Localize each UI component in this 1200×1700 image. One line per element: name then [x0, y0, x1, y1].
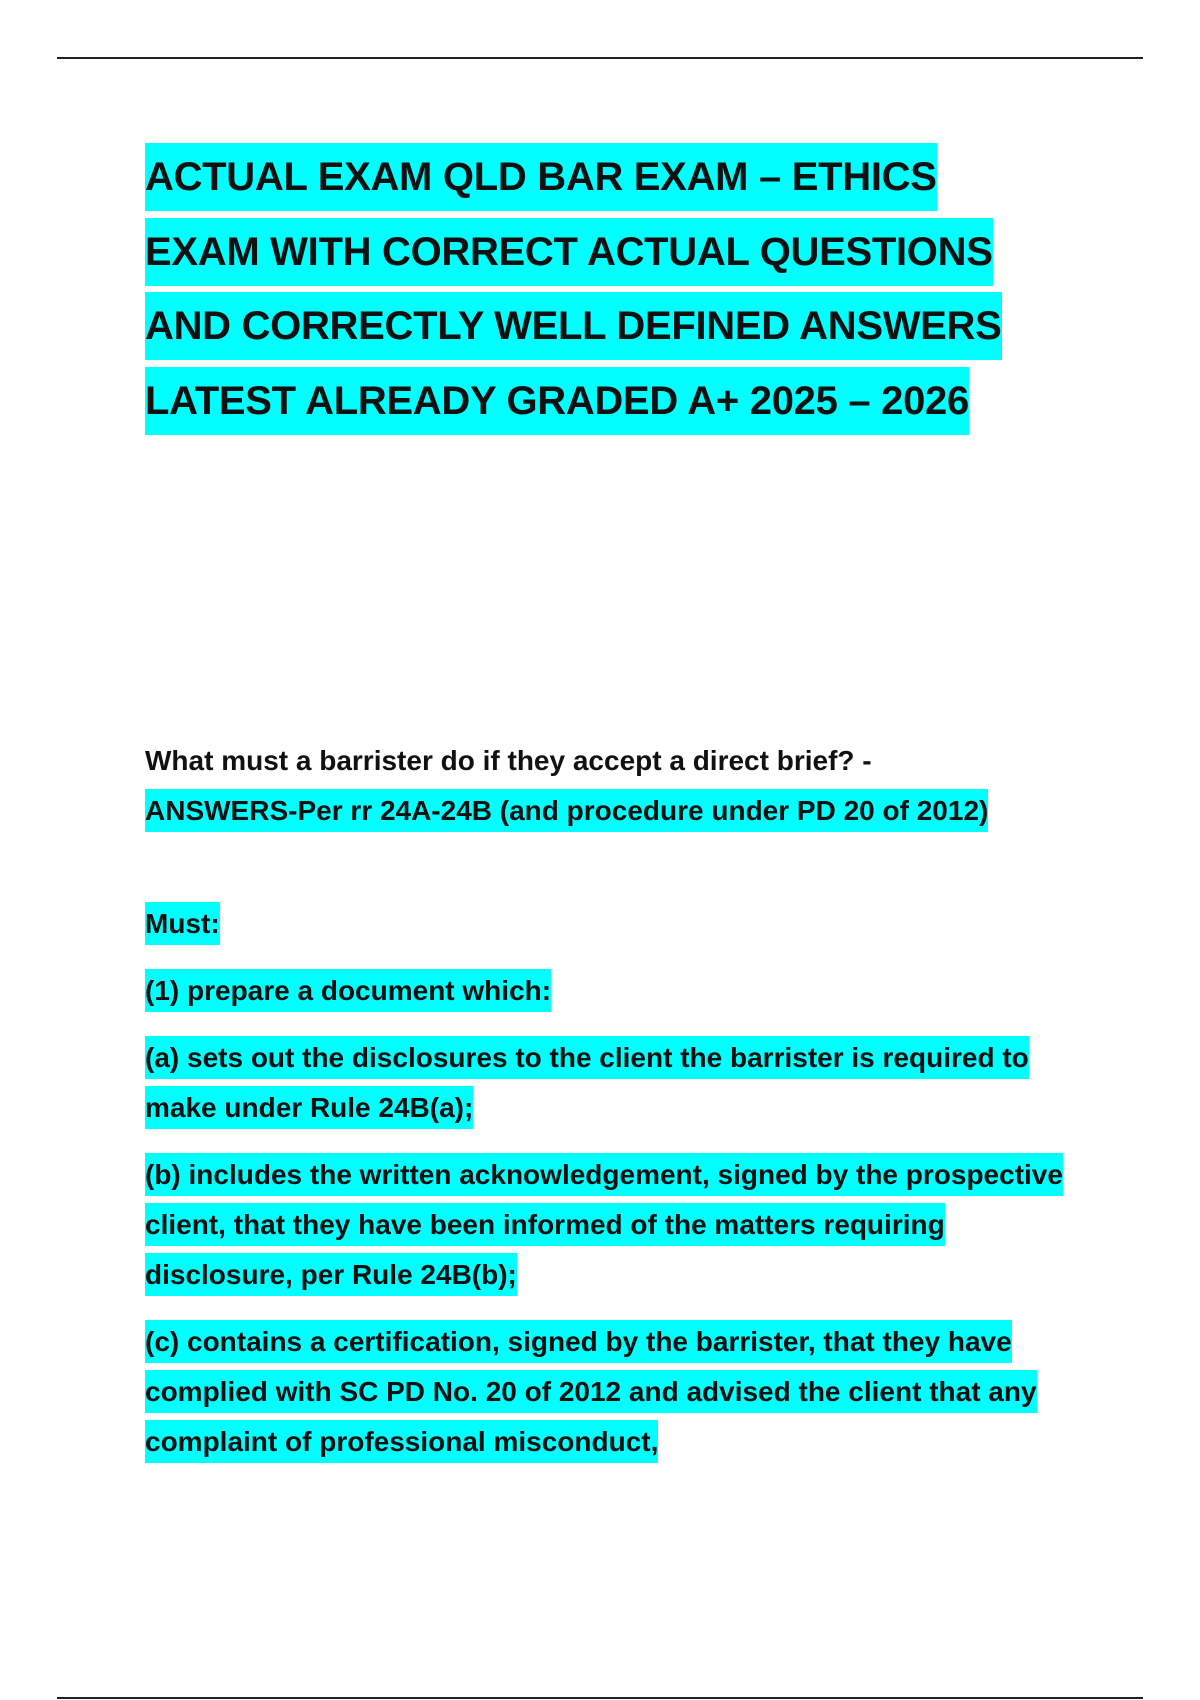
answer-intro: ANSWERS-Per rr 24A-24B (and procedure under PD 20 of 2012): [145, 786, 1065, 836]
answer-item-must: Must:: [145, 899, 1065, 949]
answer-item-1: (1) prepare a document which:: [145, 966, 1065, 1016]
spacer: [145, 836, 1065, 899]
top-rule: [57, 57, 1143, 59]
answer-item-c: (c) contains a certification, signed by the barrister, that they have complied with SC PD No. 20 of 2012 and advised the client that any complaint of professional misconduct,: [145, 1317, 1065, 1467]
answer-item-b: (b) includes the written acknowledgement, signed by the prospective client, that they have been informed of the matters requiring disclosure, per Rule 24B(b);: [145, 1150, 1065, 1300]
question-text: What must a barrister do if they accept a direct brief? -: [145, 745, 872, 776]
bottom-rule: [57, 1697, 1143, 1699]
question-answer-block: [145, 736, 1065, 1484]
document-title: [145, 140, 1045, 438]
answer-item-a: (a) sets out the disclosures to the client the barrister is required to make under Rule 24B(a);: [145, 1033, 1065, 1133]
title-text: ACTUAL EXAM QLD BAR EXAM – ETHICS EXAM WITH CORRECT ACTUAL QUESTIONS AND CORRECTLY WELL DEFINED ANSWERS LATEST ALREADY GRADED A+ 2025 – 2026: [145, 143, 1002, 435]
